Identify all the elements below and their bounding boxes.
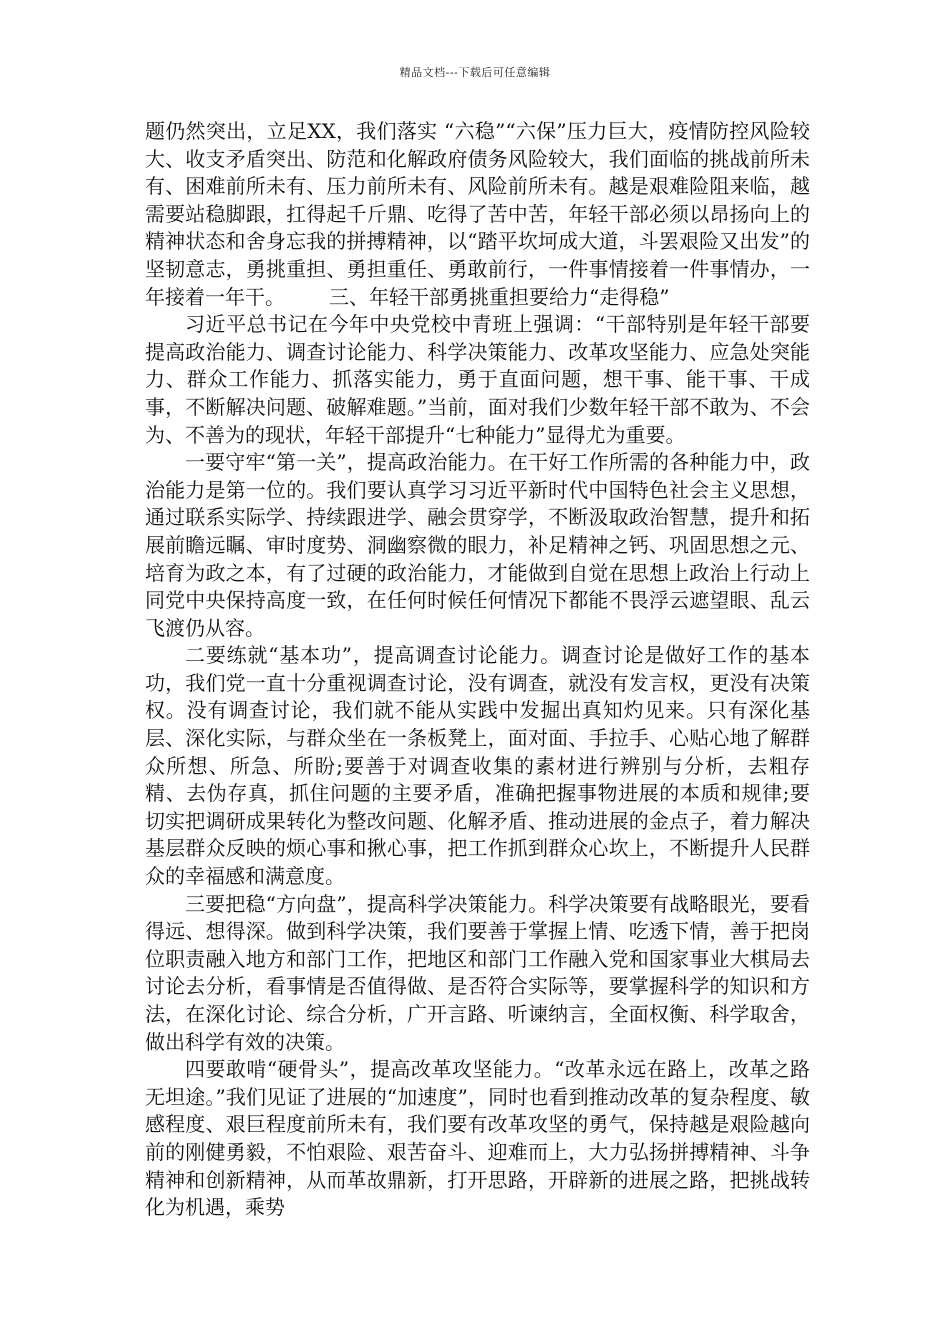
paragraph: 二要练就“基本功”，提高调查讨论能力。调查讨论是做好工作的基本功，我们党一直十分重视调查讨论，没有调查，就没有发言权，更没有决策权。没有调查讨论，我们就不能从实践中发掘出真知灼见来。只有深化基层、深化实际，与群众坐在一条板凳上，面对面、手拉手、心贴心地了解群众所想、所急、所盼;要善于对调查收集的素材进行辨别与分析，去粗存精、去伪存真，抓住问题的主要矛盾，准确把握事物进展的本质和规律;要切实把调研成果转化为整改问题、化解矛盾、推动进展的金点子，着力解决基层群众反映的烦心事和揪心事，把工作抓到群众心坎上，不断提升人民群众的幸福感和满意度。 <box>145 643 810 889</box>
section-heading: 三、年轻干部勇挑重担要给力“走得稳” <box>329 284 670 309</box>
paragraph: 习近平总书记在今年中央党校中青班上强调：“干部特别是年轻干部要提高政治能力、调查讨论能力、科学决策能力、改革攻坚能力、应急处突能力、群众工作能力、抓落实能力，勇于直面问题，想干事、能干事、干成事，不断解决问题、破解难题。”当前，面对我们少数年轻干部不敢为、不会为、不善为的现状，年轻干部提升“七种能力”显得尤为重要。 <box>145 312 810 447</box>
page-header: 精品文档---下载后可任意编辑 <box>399 66 551 79</box>
paragraph-continuation <box>145 118 810 311</box>
paragraph: 一要守牢“第一关”，提高政治能力。在干好工作所需的各种能力中，政治能力是第一位的。我们要认真学习习近平新时代中国特色社会主义思想，通过联系实际学、持续跟进学、融会贯穿学，不断汲取政治智慧，提升和拓展前瞻远瞩、审时度势、洞幽察微的眼力，补足精神之钙、巩固思想之元、培育为政之本，有了过硬的政治能力，才能做到自觉在思想上政治上行动上同党中央保持高度一致，在任何时候任何情况下都能不畏浮云遮望眼、乱云飞渡仍从容。 <box>145 450 810 640</box>
paragraph: 三要把稳“方向盘”，提高科学决策能力。科学决策要有战略眼光，要看得远、想得深。做到科学决策，我们要善于掌握上情、吃透下情，善于把岗位职责融入地方和部门工作，把地区和部门工作融入党和国家事业大棋局去讨论去分析，看事情是否值得做、是否符合实际等，要掌握科学的知识和方法，在深化讨论、综合分析，广开言路、听谏纳言，全面权衡、科学取舍，做出科学有效的决策。 <box>145 891 810 1054</box>
document-body <box>145 118 810 1222</box>
paragraph-text: 题仍然突出，立足XX，我们落实 “六稳”“六保”压力巨大，疫情防控风险较大、收支矛盾突出、防范和化解政府债务风险较大，我们面临的挑战前所未有、困难前所未有、压力前所未有、风险前所未有。越是艰难险阻来临，越需要站稳脚跟，扛得起千斤鼎、吃得了苦中苦，年轻干部必须以昂扬向上的精神状态和舍身忘我的拼搏精神，以“踏平坎坷成大道，斗罢艰险又出发”的坚韧意志，勇挑重担、勇担重任、勇敢前行，一件事情接着一件事情办，一年接着一年干。 <box>145 119 810 309</box>
paragraph: 四要敢啃“硬骨头”，提高改革攻坚能力。“改革永远在路上，改革之路无坦途。”我们见证了进展的“加速度”，同时也看到推动改革的复杂程度、敏感程度、艰巨程度前所未有，我们要有改革攻坚的勇气，保持越是艰险越向前的刚健勇毅，不怕艰险、艰苦奋斗、迎难而上，大力弘扬拼搏精神、斗争精神和创新精神，从而革故鼎新，打开思路，开辟新的进展之路，把挑战转化为机遇，乘势 <box>145 1057 810 1220</box>
